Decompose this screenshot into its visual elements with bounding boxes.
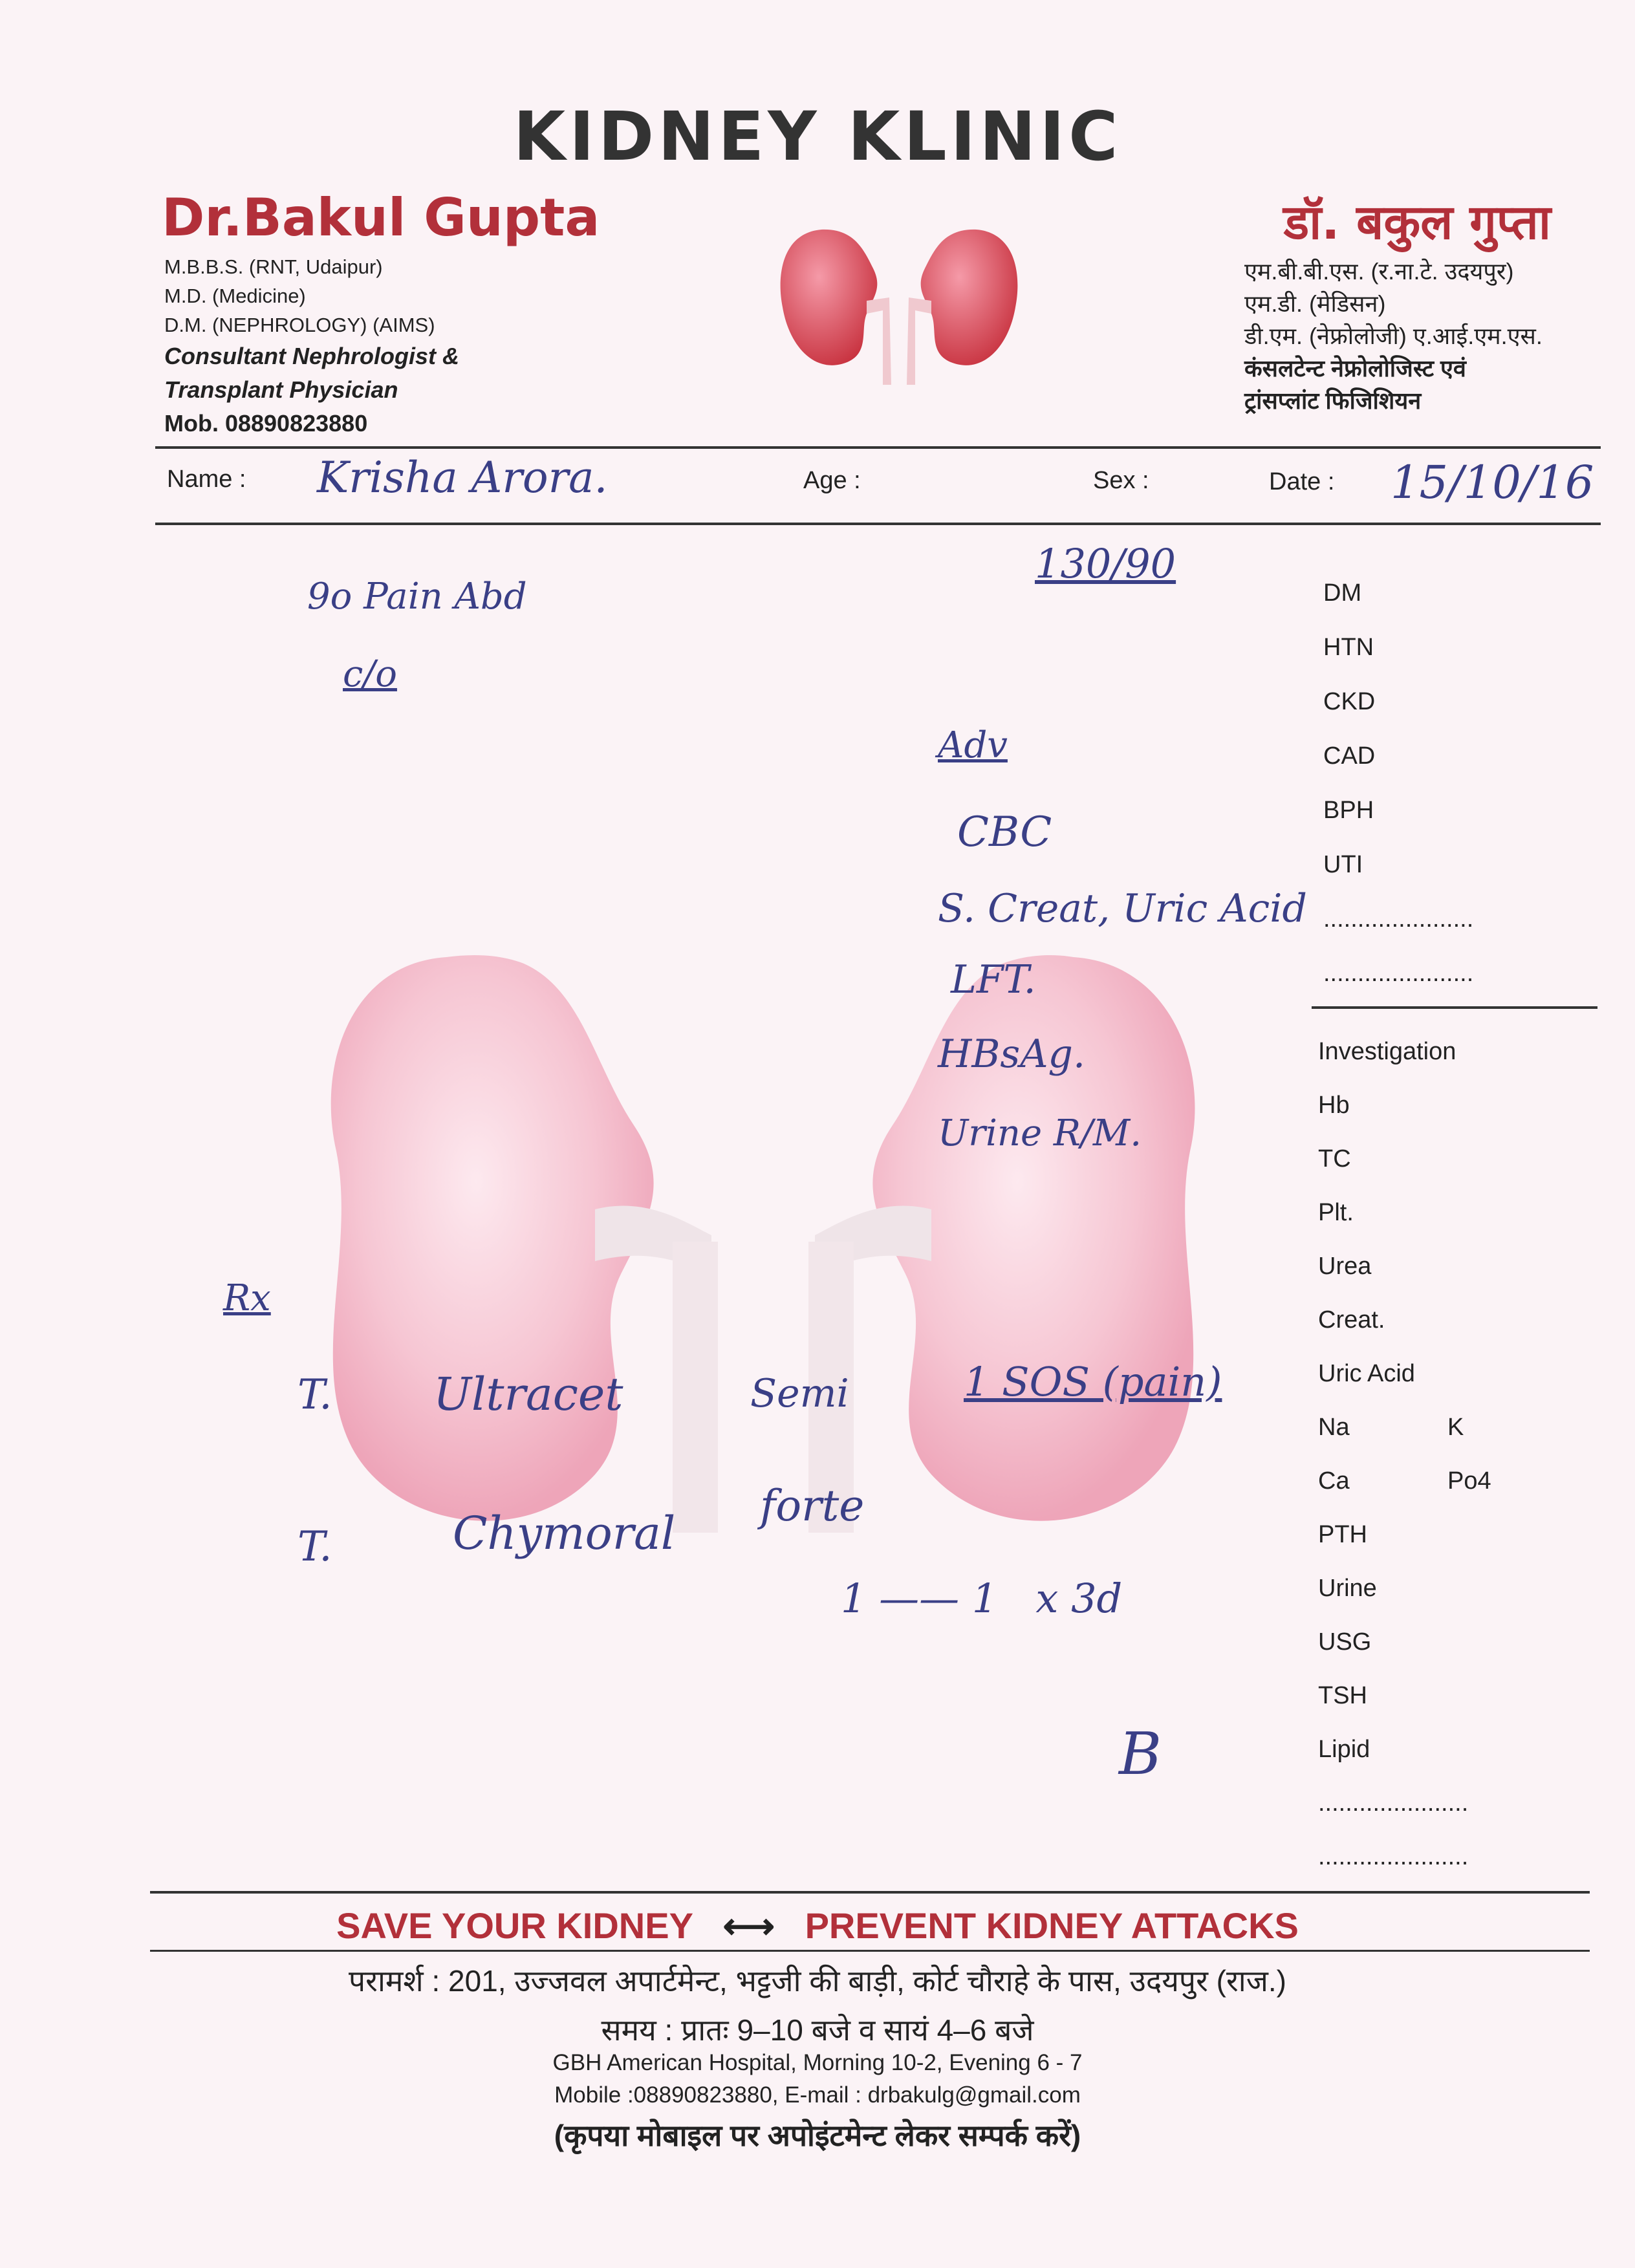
appointment-note-hindi: (कृपया मोबाइल पर अपोइंटमेन्ट लेकर सम्पर्क करें)	[554, 2119, 1081, 2152]
qualification-line-hindi: एम.बी.बी.एस. (र.ना.टे. उदयपुर)	[1244, 258, 1514, 285]
slogan-left: SAVE YOUR KIDNEY	[336, 1905, 693, 1946]
qualification-line: D.M. (NEPHROLOGY) (AIMS)	[164, 314, 435, 336]
investigation-item: Urea	[1318, 1253, 1372, 1280]
header-divider	[155, 446, 1601, 449]
investigation-item: ......................	[1318, 1789, 1469, 1817]
investigation-item: K	[1447, 1414, 1464, 1441]
clinic-timing-hindi: समय : प्रातः 9–10 बजे व सायं 4–6 बजे	[601, 2013, 1034, 2047]
rx-prefix: T.	[298, 1371, 332, 1419]
footer-address-block	[0, 1956, 1635, 2055]
advice-item: LFT.	[951, 957, 1036, 1002]
name-value: Krisha Arora.	[317, 453, 608, 502]
investigation-item: Creat.	[1318, 1306, 1385, 1334]
checklist-item: CAD	[1323, 742, 1376, 770]
advice-heading: Adv	[938, 724, 1008, 766]
checklist-divider	[1312, 1006, 1597, 1009]
footer-slogan	[0, 1905, 1635, 1947]
doctor-signature: B	[1119, 1720, 1162, 1788]
clinic-address-hindi: परामर्श : 201, उज्जवल अपार्टमेन्ट, भट्टजी की बाड़ी, कोर्ट चौराहे के पास, उदयपुर (राज.)	[349, 1964, 1286, 1998]
checklist-item: HTN	[1323, 634, 1374, 661]
checklist-item: ......................	[1323, 905, 1474, 933]
rx-strength: forte	[760, 1481, 865, 1531]
investigation-item: Hb	[1318, 1092, 1350, 1119]
investigation-item: Po4	[1447, 1467, 1491, 1495]
investigation-item: Lipid	[1318, 1736, 1370, 1763]
contact-info: Mobile :08890823880, E-mail : drbakulg@gmail.com	[554, 2082, 1081, 2108]
footer-contact-block	[0, 2047, 1635, 2111]
role-line: Consultant Nephrologist &	[164, 343, 459, 369]
investigation-item: Ca	[1318, 1467, 1350, 1495]
investigation-item: ......................	[1318, 1843, 1469, 1870]
qualification-line: M.D. (Medicine)	[164, 285, 306, 307]
advice-item: Urine R/M.	[938, 1112, 1142, 1154]
name-label: Name :	[167, 466, 246, 493]
rx-dose: 1 SOS (pain)	[964, 1358, 1222, 1405]
rx-heading: Rx	[223, 1277, 271, 1319]
investigation-item: Plt.	[1318, 1199, 1354, 1226]
checklist-item: DM	[1323, 579, 1362, 607]
qualification-line: M.B.B.S. (RNT, Udaipur)	[164, 255, 383, 278]
investigation-pair	[1318, 1454, 1577, 1508]
blood-pressure: 130/90	[1035, 540, 1176, 587]
investigation-item: Urine	[1318, 1575, 1377, 1602]
advice-item: S. Creat, Uric Acid	[938, 886, 1307, 931]
sex-label: Sex :	[1093, 467, 1149, 494]
rx-strength: Semi	[750, 1371, 849, 1416]
slogan-right: PREVENT KIDNEY ATTACKS	[805, 1905, 1299, 1946]
mobile-number: Mob. 08890823880	[164, 410, 368, 437]
hospital-timing: GBH American Hospital, Morning 10-2, Evening 6 - 7	[552, 2050, 1083, 2075]
advice-item: HBsAg.	[938, 1031, 1086, 1077]
investigation-item: PTH	[1318, 1521, 1367, 1548]
investigation-list	[1318, 1025, 1577, 1884]
age-label: Age :	[803, 467, 861, 494]
qualifications-english	[164, 252, 459, 440]
doctor-name-hindi: डॉ. बकुल गुप्ता	[1283, 195, 1551, 250]
rx-prefix: T.	[298, 1523, 332, 1571]
advice-item: CBC	[957, 808, 1052, 856]
kidney-logo-icon	[776, 223, 1022, 385]
patient-divider	[155, 523, 1601, 525]
footer-divider-bottom	[150, 1950, 1590, 1952]
rx-drug: Ultracet	[433, 1368, 623, 1421]
rx-schedule: 1 —— 1 x 3d	[841, 1575, 1123, 1622]
double-arrow-icon: ⟷	[722, 1905, 775, 1946]
qualifications-hindi	[1244, 255, 1543, 417]
clinic-title: KIDNEY KLINIC	[513, 97, 1122, 176]
checklist-item: ......................	[1323, 960, 1474, 987]
investigation-item: Uric Acid	[1318, 1360, 1415, 1387]
date-value: 15/10/16	[1391, 456, 1594, 509]
role-line: Transplant Physician	[164, 376, 398, 403]
investigation-heading: Investigation	[1318, 1038, 1456, 1065]
checklist-item: UTI	[1323, 851, 1363, 878]
investigation-item: TSH	[1318, 1682, 1367, 1709]
checklist-item: BPH	[1323, 797, 1374, 824]
role-line-hindi: ट्रांसप्लांट फिजिशियन	[1244, 387, 1422, 414]
chief-complaint: 9o Pain Abd	[307, 576, 527, 618]
complaint-note: c/o	[343, 653, 397, 695]
investigation-item: Na	[1318, 1414, 1350, 1441]
doctor-name-english: Dr.Bakul Gupta	[162, 188, 600, 248]
rx-drug: Chymoral	[453, 1507, 676, 1560]
condition-checklist	[1323, 566, 1473, 1000]
investigation-pair	[1318, 1401, 1577, 1454]
role-line-hindi: कंसलटेन्ट नेफ्रोलोजिस्ट एवं	[1244, 355, 1466, 382]
investigation-item: USG	[1318, 1628, 1372, 1656]
checklist-item: CKD	[1323, 688, 1376, 715]
qualification-line-hindi: एम.डी. (मेडिसन)	[1244, 290, 1386, 317]
investigation-item: TC	[1318, 1145, 1351, 1172]
kidney-watermark-image	[310, 938, 1229, 1559]
date-label: Date :	[1269, 468, 1335, 495]
qualification-line-hindi: डी.एम. (नेफ्रोलोजी) ए.आई.एम.एस.	[1244, 323, 1543, 349]
footer-divider-top	[150, 1891, 1590, 1894]
